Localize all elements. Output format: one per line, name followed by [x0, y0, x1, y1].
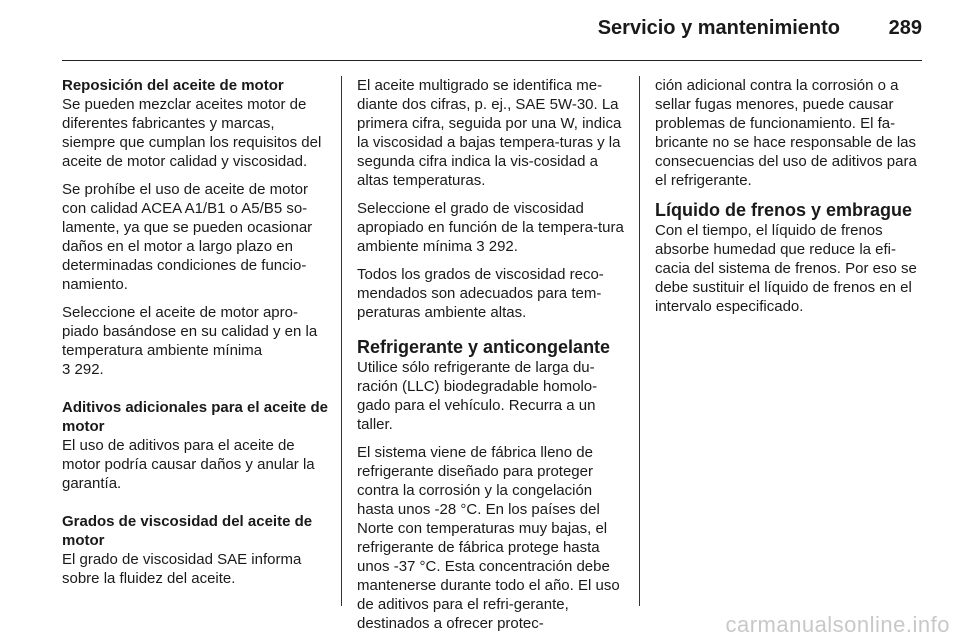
- heading-liquido-frenos: Líquido de frenos y embrague: [655, 200, 913, 220]
- paragraph-multigrado: El aceite multigrado se identifica me‐diante dos cifras, p. ej., SAE 5W-30. La primera cifra, seguida por una W, indica la viscosidad a bajas tempera‐turas y la segunda cifra indica la vis‐cosidad a altas temperaturas.: [357, 77, 622, 189]
- watermark: carmanualsonline.info: [725, 612, 950, 637]
- paragraph-grados-recomendados: Todos los grados de viscosidad reco‐mendados son adecuados para tem‐peraturas ambiente altas.: [357, 266, 604, 321]
- column-2: [357, 76, 625, 642]
- heading-aditivos: Aditivos adicionales para el aceite de motor: [62, 399, 328, 435]
- paragraph-seleccion-text: Seleccione el aceite de motor apro‐piado basándose en su calidad y en la temperatura ambiente mínima: [62, 304, 318, 359]
- column-divider-1: [341, 76, 342, 606]
- heading-reposicion-aceite: Reposición del aceite de motor: [62, 77, 284, 94]
- paragraph-seleccion-viscosidad: Seleccione el grado de viscosidad apropiado en función de la tempera‐tura ambiente mínima 3 292.: [357, 200, 624, 255]
- paragraph-aditivos: El uso de aditivos para el aceite de motor podría causar daños y anular la garantía.: [62, 437, 315, 492]
- paragraph-grado-sae: El grado de viscosidad SAE informa sobre la fluidez del aceite.: [62, 551, 302, 587]
- page-title: Servicio y mantenimiento: [597, 17, 840, 39]
- heading-grados-viscosidad: Grados de viscosidad del aceite de motor: [62, 513, 313, 549]
- paragraph-mezcla-aceites: Se pueden mezclar aceites motor de diferentes fabricantes y marcas, siempre que cumplan los requisitos del aceite de motor calidad y viscosidad.: [62, 96, 322, 170]
- page-reference-link[interactable]: 3 292.: [62, 361, 104, 378]
- paragraph-proteccion-adicional: ción adicional contra la corrosión o a sellar fugas menores, puede causar problemas de funcionamiento. El fa‐bricante no se hace responsable de las consecuencias del uso de aditivos para el refrigerante.: [655, 77, 917, 189]
- column-divider-2: [639, 76, 640, 606]
- column-1: [62, 76, 330, 597]
- page-number: 289: [888, 17, 922, 39]
- column-3: [655, 76, 923, 325]
- paragraph-prohibicion-acea: Se prohíbe el uso de aceite de motor con calidad ACEA A1/B1 o A5/B5 so‐lamente, ya que se pueden ocasionar daños en el motor a largo plazo en determinadas condiciones de funcio‐namiento.: [62, 181, 313, 293]
- paragraph-refrigerante-llc: Utilice sólo refrigerante de larga du‐ración (LLC) biodegradable homolo‐gado para el vehículo. Recurra a un taller.: [357, 359, 598, 433]
- heading-refrigerante: Refrigerante y anticongelante: [357, 337, 611, 357]
- paragraph-seleccion-aceite: [62, 303, 330, 379]
- paragraph-liquido-frenos: Con el tiempo, el líquido de frenos absorbe humedad que reduce la efi‐cacia del sistema de frenos. Por eso se debe sustituir el líquido de frenos en el intervalo especificado.: [655, 222, 917, 315]
- paragraph-refrigerante-fabrica: El sistema viene de fábrica lleno de refrigerante diseñado para proteger contra la corrosión y la congelación hasta unos -28 °C. En los países del Norte con temperaturas muy bajas, el refrigerante de fábrica protege hasta unos -37 °C. Esta concentración debe mantenerse durante todo el año. El uso de aditivos para el refri‐gerante, destinados a ofrecer protec‐: [357, 444, 620, 632]
- header-divider: [62, 60, 922, 61]
